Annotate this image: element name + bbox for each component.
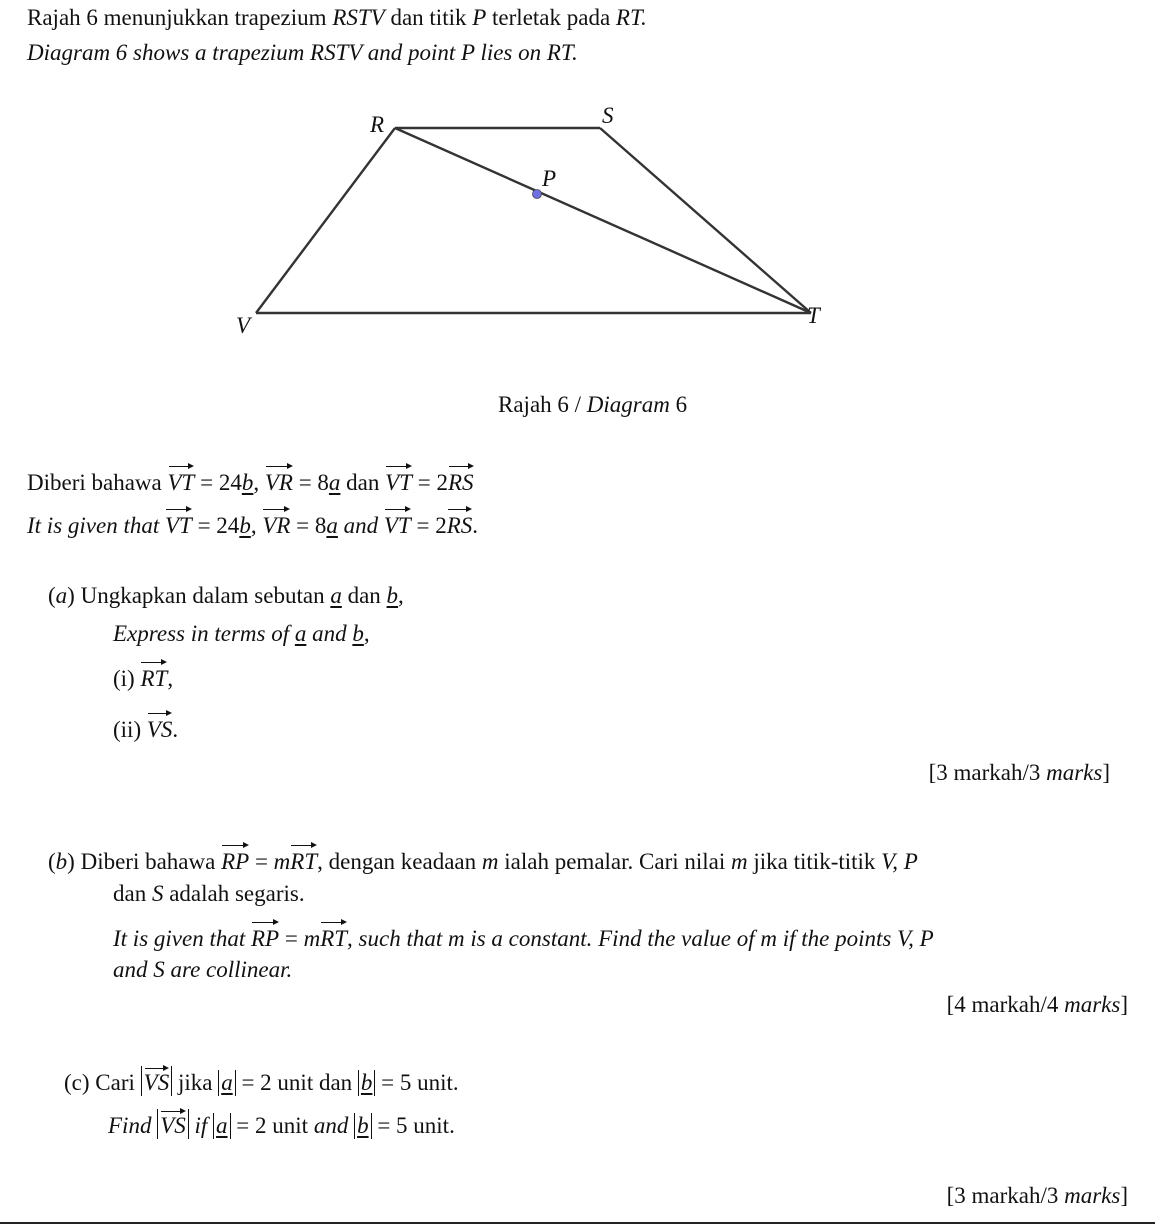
vector-symbol: b bbox=[239, 513, 251, 538]
diagram-caption bbox=[498, 390, 687, 420]
vector: RS bbox=[447, 507, 473, 541]
vector-symbol: b bbox=[386, 583, 399, 608]
magnitude bbox=[157, 1109, 189, 1139]
text-segment: terletak pada bbox=[486, 5, 616, 30]
given-english bbox=[27, 507, 478, 541]
text-segment: ialah pemalar. Cari nilai bbox=[498, 849, 732, 874]
side-ST bbox=[600, 128, 811, 313]
text-segment: , bbox=[398, 583, 404, 608]
vector-symbol: b bbox=[360, 1070, 373, 1095]
text-segment: ] bbox=[1120, 1183, 1128, 1208]
text-segment: Express in terms of bbox=[113, 621, 295, 646]
text-segment: = 24 bbox=[191, 513, 240, 538]
text-segment: marks bbox=[1064, 1183, 1121, 1208]
text-segment: RSTV bbox=[332, 5, 385, 30]
label-V: V bbox=[236, 313, 251, 338]
text-segment: and bbox=[313, 1113, 355, 1138]
text-segment: ] bbox=[1102, 760, 1110, 785]
text-segment: , bbox=[253, 470, 265, 495]
text-segment: = 2 unit dan bbox=[235, 1070, 358, 1095]
text-segment: = 2 bbox=[410, 513, 447, 538]
trapezium-diagram bbox=[0, 0, 1155, 360]
text-segment: It is given that bbox=[27, 513, 165, 538]
part-b-line2 bbox=[113, 879, 305, 909]
text-segment: m bbox=[481, 849, 499, 874]
text-segment: = 8 bbox=[292, 470, 329, 495]
text-segment: , bbox=[250, 513, 263, 538]
text-segment: = bbox=[249, 849, 274, 874]
label-P: P bbox=[542, 166, 557, 191]
vector: VT bbox=[165, 507, 192, 541]
text-segment: 6 bbox=[669, 392, 688, 417]
text-segment: a bbox=[55, 583, 68, 608]
text-segment: Diagram bbox=[586, 392, 670, 417]
text-segment: marks bbox=[1064, 992, 1121, 1017]
part-b-line3 bbox=[113, 920, 934, 954]
text-segment: = 5 unit. bbox=[375, 1070, 459, 1095]
text-segment: ) Ungkapkan dalam sebutan bbox=[67, 583, 331, 608]
text-segment: V, P bbox=[881, 849, 918, 874]
bottom-rule bbox=[0, 1222, 1155, 1224]
text-segment: P bbox=[472, 5, 487, 30]
vector-symbol: a bbox=[221, 1070, 233, 1095]
text-segment: b bbox=[55, 849, 68, 874]
text-segment: (c) Cari bbox=[64, 1070, 141, 1095]
magnitude bbox=[358, 1070, 376, 1096]
text-segment: , dengan keadaan bbox=[317, 849, 482, 874]
vector: VS bbox=[160, 1109, 186, 1139]
text-segment: and bbox=[306, 621, 353, 646]
given-malay bbox=[27, 464, 474, 498]
vector: RT bbox=[290, 843, 317, 877]
magnitude bbox=[213, 1113, 231, 1139]
text-segment: [3 markah/3 bbox=[946, 1183, 1065, 1208]
part-b-marks bbox=[947, 990, 1128, 1020]
text-segment: , bbox=[363, 621, 370, 646]
text-segment: jika titik-titik bbox=[747, 849, 882, 874]
vector-symbol: a bbox=[216, 1113, 228, 1138]
text-segment: m bbox=[731, 849, 748, 874]
vector-symbol: a bbox=[326, 513, 338, 538]
text-segment: Rajah 6 menunjukkan trapezium bbox=[27, 5, 333, 30]
text-segment: = 24 bbox=[194, 470, 242, 495]
part-a-ii bbox=[113, 711, 178, 745]
text-segment: ) Diberi bahawa bbox=[67, 849, 222, 874]
text-segment: [4 markah/4 bbox=[946, 992, 1065, 1017]
text-segment: (i) bbox=[113, 666, 141, 691]
vector: RP bbox=[251, 920, 279, 954]
text-segment: , bbox=[167, 666, 174, 691]
vector: RT bbox=[320, 920, 347, 954]
label-R: R bbox=[370, 112, 385, 137]
text-segment: , such that m is a constant. Find the value of m if the points V, P bbox=[347, 926, 934, 951]
text-segment: = 8 bbox=[290, 513, 327, 538]
text-segment: = 5 unit. bbox=[371, 1113, 455, 1138]
text-segment: dan titik bbox=[384, 5, 473, 30]
text-segment: ] bbox=[1120, 992, 1128, 1017]
vector-symbol: a bbox=[328, 470, 341, 495]
text-segment: Find bbox=[108, 1113, 158, 1138]
part-c-english bbox=[108, 1109, 455, 1141]
vector: VT bbox=[168, 464, 195, 498]
text-segment: S bbox=[151, 881, 164, 906]
vector: VS bbox=[147, 711, 173, 745]
text-segment: = 2 unit bbox=[230, 1113, 314, 1138]
text-segment: RT. bbox=[615, 5, 647, 30]
text-segment: m bbox=[273, 849, 291, 874]
text-segment: = 2 bbox=[411, 470, 448, 495]
vector: VR bbox=[265, 464, 293, 498]
text-segment: (ii) bbox=[113, 717, 147, 742]
text-segment: marks bbox=[1046, 760, 1103, 785]
vector: RP bbox=[221, 843, 249, 877]
label-T: T bbox=[807, 303, 820, 328]
part-b-line1 bbox=[48, 843, 918, 877]
magnitude bbox=[218, 1070, 236, 1096]
vector: VT bbox=[385, 464, 412, 498]
vector: RT bbox=[140, 660, 167, 694]
text-segment: = bbox=[279, 926, 304, 951]
side-VR bbox=[256, 128, 395, 313]
text-segment: Diberi bahawa bbox=[27, 470, 168, 495]
magnitude bbox=[354, 1113, 372, 1139]
part-a-marks bbox=[929, 758, 1110, 788]
text-segment: Diagram 6 shows a trapezium RSTV and point P lies on RT. bbox=[27, 40, 578, 65]
part-c-malay bbox=[64, 1066, 459, 1098]
vector: VR bbox=[262, 507, 290, 541]
text-segment: dan bbox=[340, 470, 386, 495]
text-segment: m bbox=[303, 926, 321, 951]
text-segment: adalah segaris. bbox=[163, 881, 305, 906]
text-segment: and bbox=[337, 513, 384, 538]
text-segment: dan bbox=[113, 881, 152, 906]
text-segment: Rajah 6 / bbox=[498, 392, 587, 417]
part-a-i bbox=[113, 660, 173, 694]
vector-symbol: a bbox=[294, 621, 307, 646]
text-segment: . bbox=[472, 513, 479, 538]
vector-symbol: a bbox=[330, 583, 342, 608]
label-S: S bbox=[602, 103, 614, 128]
part-c-marks bbox=[947, 1181, 1128, 1211]
text-segment: if bbox=[188, 1113, 214, 1138]
part-a-english bbox=[113, 619, 370, 649]
text-segment: ( bbox=[48, 583, 56, 608]
text-segment: ( bbox=[48, 849, 56, 874]
diagonal-RT bbox=[395, 128, 811, 313]
text-segment: dan bbox=[341, 583, 387, 608]
part-b-line4 bbox=[113, 955, 292, 985]
vector: RS bbox=[448, 464, 474, 498]
point-P bbox=[533, 190, 542, 199]
vector-symbol: b bbox=[352, 621, 364, 646]
vector-symbol: b bbox=[357, 1113, 369, 1138]
vector-symbol: b bbox=[241, 470, 254, 495]
text-segment: [3 markah/3 bbox=[928, 760, 1047, 785]
magnitude bbox=[141, 1066, 173, 1096]
text-segment: It is given that bbox=[113, 926, 251, 951]
vector: VT bbox=[384, 507, 411, 541]
text-segment: jika bbox=[172, 1070, 219, 1095]
vector: VS bbox=[144, 1066, 170, 1096]
text-segment: and S are collinear. bbox=[113, 957, 293, 982]
text-segment: . bbox=[172, 717, 179, 742]
part-a-malay bbox=[48, 581, 404, 611]
